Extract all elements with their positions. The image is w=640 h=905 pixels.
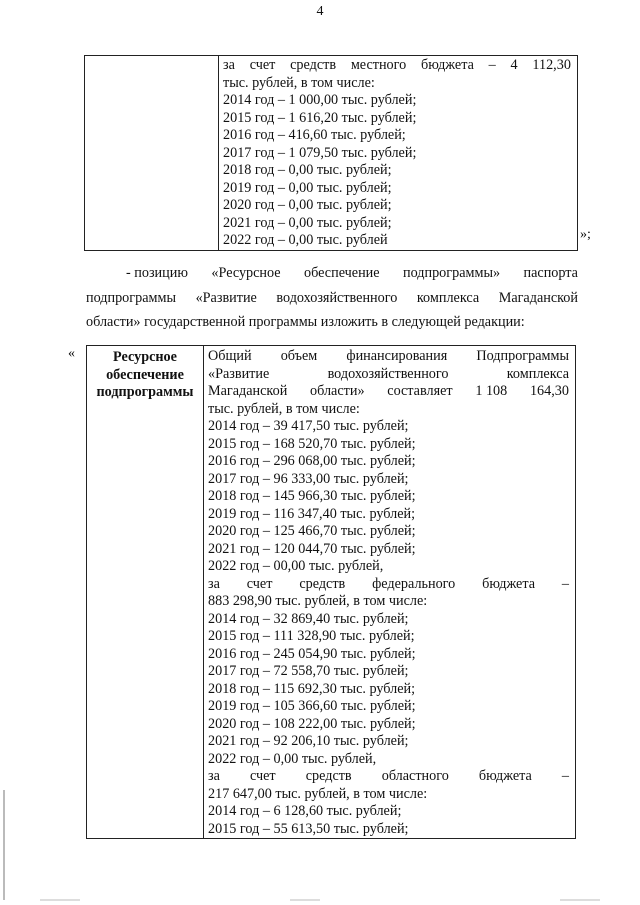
text-line: 2019 год – 116 347,40 тыс. рублей; [208, 505, 416, 522]
word: Общий [208, 348, 252, 364]
text-line: 2014 год – 32 869,40 тыс. рублей; [208, 610, 409, 627]
justified-line [223, 57, 571, 75]
text-line: 2014 год – 6 128,60 тыс. рублей; [208, 803, 402, 819]
text-line: 2019 год – 105 366,60 тыс. рублей; [208, 698, 416, 714]
word: водохозяйственного [276, 290, 398, 306]
word: паспорта [523, 265, 578, 281]
text-line: 2020 год – 108 222,00 тыс. рублей; [208, 715, 416, 732]
header-lines [87, 349, 203, 402]
line-list [208, 786, 569, 839]
justified-line [208, 768, 569, 786]
word: составляет [387, 383, 453, 399]
justified-line [208, 366, 569, 384]
word: федерального [372, 575, 456, 592]
text-line: Ресурсное [113, 349, 177, 365]
text-line: 2016 год – 416,60 тыс. рублей; [223, 127, 406, 143]
closing-quote: »; [580, 227, 591, 242]
word: средств [290, 57, 337, 73]
opening-quote: « [68, 346, 75, 361]
word: обеспечение [304, 265, 380, 281]
text-line: 2022 год – 0,00 тыс. рублей [223, 232, 388, 248]
text-line: тыс. рублей, в том числе: [208, 400, 360, 417]
word: «Развитие [208, 365, 270, 382]
word: водохозяйственного [327, 365, 449, 382]
justified-line [208, 576, 569, 594]
word: 4 [510, 57, 518, 73]
text-line: 2016 год – 296 068,00 тыс. рублей; [208, 453, 416, 469]
text-line: 2017 год – 72 558,70 тыс. рублей; [208, 663, 409, 679]
word: за [223, 57, 235, 73]
text-line: 217 647,00 тыс. рублей, в том числе: [208, 785, 428, 802]
word: 164,30 [529, 383, 569, 399]
text-line: 2021 год – 0,00 тыс. рублей; [223, 214, 392, 231]
resource-support-table [86, 345, 576, 839]
word: бюджета [420, 57, 474, 73]
text-line: 2022 год – 00,00 тыс. рублей, [208, 558, 384, 574]
text-line: 2022 год – 0,00 тыс. рублей, [208, 750, 377, 767]
word: «Ресурсное [211, 265, 281, 281]
word: финансирования [346, 348, 448, 364]
text-line: 2014 год – 1 000,00 тыс. рублей; [223, 92, 417, 108]
text-line: 2014 год – 39 417,50 тыс. рублей; [208, 418, 409, 434]
word: Магаданской [498, 290, 578, 306]
text-line: 2021 год – 120 044,70 тыс. рублей; [208, 540, 416, 557]
word: подпрограммы» [403, 265, 501, 281]
word: бюджета [478, 768, 532, 784]
word: области» [310, 383, 365, 399]
line-list [208, 593, 569, 768]
scan-footer-line [560, 899, 600, 901]
text-line: 2019 год – 0,00 тыс. рублей; [223, 179, 392, 196]
word: Подпрограммы [476, 348, 569, 364]
text-line: 2015 год – 1 616,20 тыс. рублей; [223, 109, 417, 126]
word: подпрограммы [86, 290, 176, 306]
text-line: подпрограммы [96, 384, 194, 400]
page-number: 4 [316, 4, 324, 19]
empty-header-cell [85, 56, 219, 251]
text-line: 2015 год – 55 613,50 тыс. рублей; [208, 820, 409, 837]
word: областного [381, 768, 449, 784]
word: счет [249, 768, 276, 784]
text-line: обеспечение [106, 366, 184, 383]
word: объем [280, 348, 318, 364]
word: Магаданской [208, 383, 288, 399]
text-line: 883 298,90 тыс. рублей, в том числе: [208, 593, 428, 609]
text-line: 2016 год – 245 054,90 тыс. рублей; [208, 645, 416, 662]
scan-footer-line [290, 899, 320, 901]
text-line: 2018 год – 145 966,30 тыс. рублей; [208, 488, 416, 504]
word: 1 108 [475, 383, 508, 399]
word: счет [249, 57, 276, 73]
text-line: 2018 год – 115 692,30 тыс. рублей; [208, 680, 416, 697]
word: – [488, 57, 496, 73]
text-line: 2015 год – 111 328,90 тыс. рублей; [208, 628, 415, 644]
word: комплекса [506, 365, 569, 382]
text-line: 2018 год – 0,00 тыс. рублей; [223, 162, 392, 178]
text-line: 2015 год – 168 520,70 тыс. рублей; [208, 435, 416, 452]
word: средств [299, 575, 346, 592]
text-line: 2017 год – 1 079,50 тыс. рублей; [223, 144, 417, 161]
line-list [208, 401, 569, 576]
word: местного [350, 57, 407, 73]
line-list [223, 75, 571, 250]
paragraph-line-3: области» государственной программы изложить в следующей редакции: [86, 314, 525, 330]
text-line: тыс. рублей, в том числе: [223, 74, 375, 91]
local-budget-cell [219, 56, 578, 251]
text-line: 2017 год – 96 333,00 тыс. рублей; [208, 470, 409, 487]
word: за [208, 768, 220, 784]
scan-footer-line [40, 899, 80, 901]
word: – [561, 575, 569, 592]
word: комплекса [416, 290, 480, 306]
word: - позицию [126, 265, 188, 281]
word: средств [305, 768, 352, 784]
word: – [561, 768, 569, 784]
resource-support-header [87, 346, 204, 839]
text-line: 2020 год – 0,00 тыс. рублей; [223, 197, 392, 213]
word: «Развитие [195, 290, 257, 306]
word: за [208, 575, 220, 592]
paragraph-line-2 [86, 289, 578, 307]
scan-margin-mark [3, 790, 5, 900]
local-budget-table [84, 55, 578, 251]
text-line: 2020 год – 125 466,70 тыс. рублей; [208, 523, 416, 539]
justified-line [208, 383, 569, 401]
justified-line [208, 348, 569, 366]
word: 112,30 [532, 57, 571, 73]
word: бюджета [482, 575, 536, 592]
resource-support-details [204, 346, 576, 839]
paragraph-line-1 [126, 264, 578, 282]
word: счет [246, 575, 273, 592]
text-line: 2021 год – 92 206,10 тыс. рублей; [208, 733, 409, 749]
